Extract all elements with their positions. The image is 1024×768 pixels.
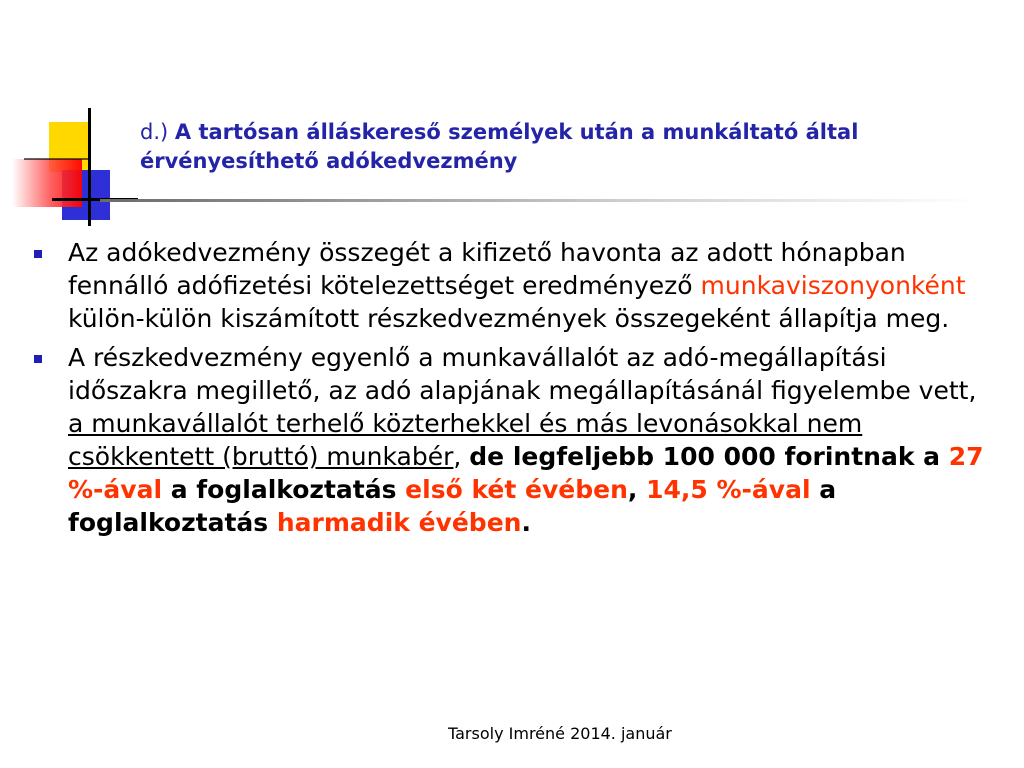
decorative-logo <box>0 100 140 230</box>
bullet-1-text: Az adókedvezmény összegét a kifizető havonta az adott hónapban fennálló adófizetési kötelezettséget eredményező <box>68 238 906 300</box>
bullet-item-2 <box>30 341 990 539</box>
bullet-1-highlight: munkaviszonyonként <box>700 271 966 300</box>
slide-body <box>30 236 990 545</box>
title-divider <box>100 199 980 202</box>
bullet-item-1 <box>30 236 990 335</box>
bullet-2-period: . <box>521 508 531 537</box>
logo-horizontal-line-2 <box>24 158 88 160</box>
bullet-square-icon <box>34 355 42 363</box>
bullet-2-red-3: 14,5 %-ával <box>646 475 811 504</box>
bullet-1-text-end: külön-külön kiszámított részkedvezmények összegeként állapítja meg. <box>68 304 950 333</box>
slide-title <box>140 118 980 176</box>
title-prefix: d.) <box>140 120 175 144</box>
slide-footer: Tarsoly Imréné 2014. január <box>448 724 672 743</box>
logo-vertical-line <box>88 108 91 226</box>
bullet-2-red-4: harmadik évében <box>276 508 522 537</box>
bullet-square-icon <box>34 250 42 258</box>
bullet-2-underlined: a munkavállalót terhelő közterhekkel és más levonásokkal nem csökkentett (bruttó) munkabér <box>68 409 863 471</box>
bullet-2-text: A részkedvezmény egyenlő a munkavállalót az adó-megállapítási időszakra megillető, az adó alapjának megállapításánál figyelembe vett, <box>68 343 977 405</box>
bullet-2-bold-3: , <box>627 475 647 504</box>
title-main: A tartósan álláskereső személyek után a munkáltató által érvényesíthető adókedvezmény <box>140 120 859 173</box>
bullet-2-comma: , <box>453 442 470 471</box>
bullet-2-bold-4: a foglalkoztatás <box>68 475 837 537</box>
bullet-2-red-1: 27 %-ával <box>68 442 984 504</box>
bullet-2-red-2: első két évében <box>405 475 628 504</box>
bullet-2-bold-2: a foglalkoztatás <box>162 475 406 504</box>
bullet-2-bold-1: de legfeljebb 100 000 forintnak a <box>469 442 949 471</box>
